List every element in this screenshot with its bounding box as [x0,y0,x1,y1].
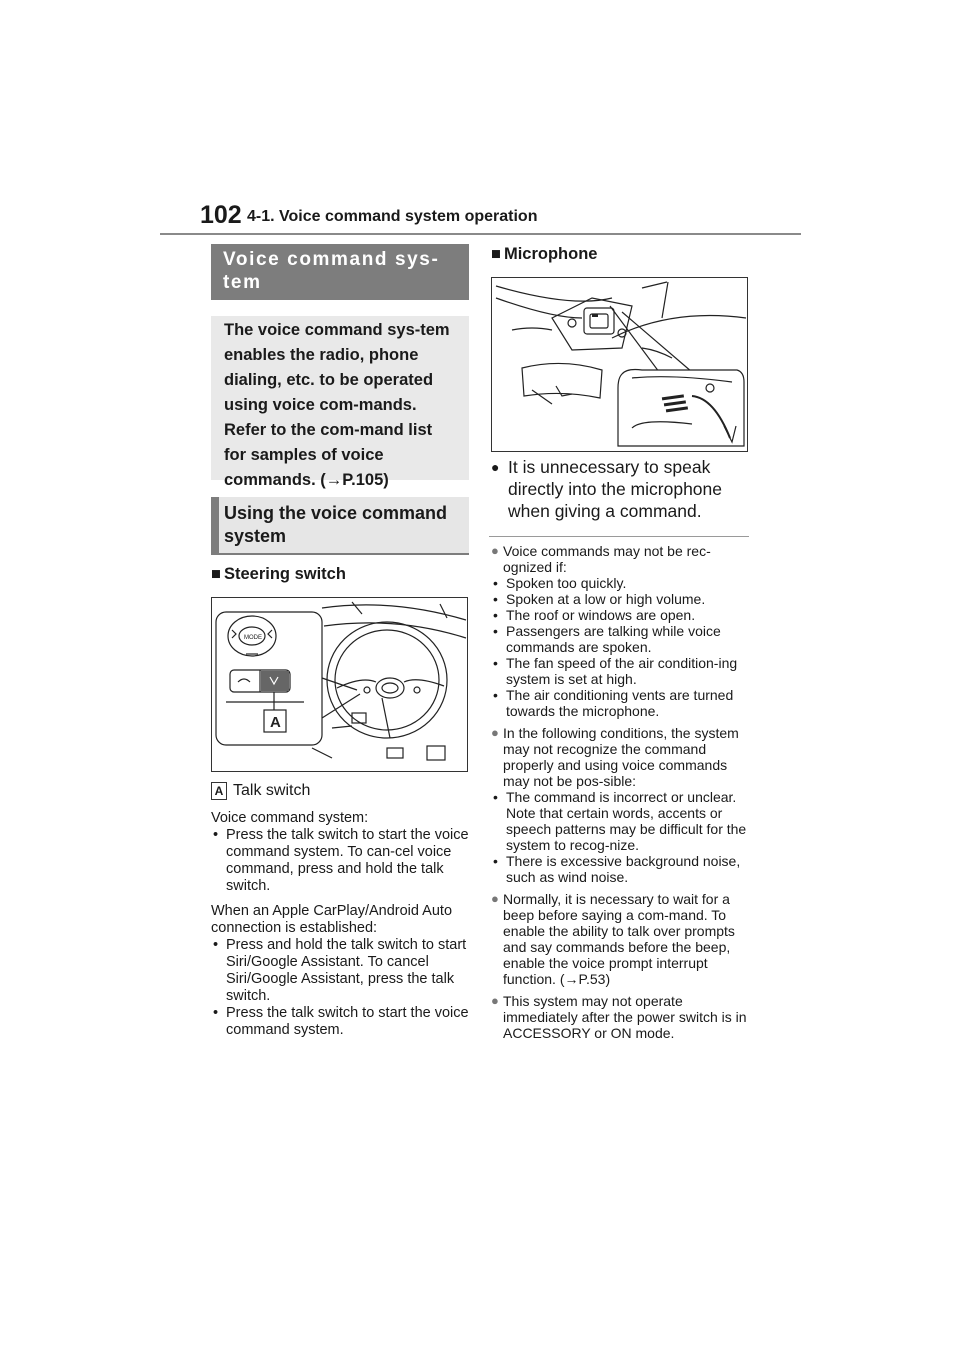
caption-callout: A [211,782,227,800]
microphone-heading [491,244,597,264]
steering-switch-heading [211,564,346,584]
carplay-item: • Press and hold the talk switch to start Siri/Google Assistant. To cancel Siri/Google Assistant, press the talk switch. [211,937,473,1005]
vc-item: • Press the talk switch to start the voice command system. To can-cel voice command, press and hold the talk switch. [211,827,473,895]
mic-bullet: ● It is unnecessary to speak directly into the microphone when giving a command. [491,456,758,522]
note-subitem: • The air conditioning vents are turned towards the microphone. [491,687,753,719]
note-subitem: • Spoken too quickly. [491,575,753,591]
square-bullet-icon: ■ [211,565,221,583]
note-subitem: • Spoken at a low or high volume. [491,591,753,607]
header-rule [160,233,801,235]
note-subitem: • There is excessive background noise, such as wind noise. [491,853,753,885]
voice-command-body [211,810,473,1039]
note-subitem: • The command is incorrect or unclear. Note that certain words, accents or speech patterns may be difficult for the system to recog-nize. [491,789,753,853]
note-item [491,725,753,885]
square-bullet-icon: ■ [491,245,501,263]
steering-switch-figure [211,597,468,772]
section-title: 4-1. Voice command system operation [247,208,538,225]
note-subitem: • The fan speed of the air condition-ing system is set at high. [491,655,753,687]
circle-bullet-icon: ● [491,891,499,906]
figure-caption [211,781,310,801]
carplay-intro: When an Apple CarPlay/Android Auto connection is established: [211,903,453,936]
note-item [491,891,753,987]
circle-bullet-icon: ● [491,543,499,558]
notes [491,543,753,1047]
note-text: Voice commands may not be rec-ognized if: [503,543,711,575]
vc-intro: Voice command system: [211,810,369,826]
microphone-illustration [492,278,747,451]
circle-bullet-icon: ● [491,993,499,1008]
using-voice-command-heading: Using the voice command system [211,497,469,555]
circle-bullet-icon: ● [491,725,499,740]
note-sublist [503,575,753,719]
steering-switch-label: Steering switch [223,565,346,583]
vc-list [211,827,473,895]
carplay-item: • Press the talk switch to start the voice command system. [211,1005,473,1039]
note-sublist [503,789,753,885]
note-subitem: • The roof or windows are open. [491,607,753,623]
intro-box: The voice command sys-tem enables the radio, phone dialing, etc. to be operated using voice com-mands. Refer to the com-mand list for samples of voice commands. (→P.105) [211,316,469,480]
microphone-figure [491,277,748,452]
note-item [491,993,753,1041]
mode-label: MODE [244,635,262,641]
caption-text: Talk switch [233,782,311,799]
callout-a-label: A [270,714,281,731]
note-subitem: • Passengers are talking while voice commands are spoken. [491,623,753,655]
note-text: Normally, it is necessary to wait for a beep before saying a com-mand. To enable the ability to talk over prompts and say commands before the beep, enable the voice prompt interrupt function. (→P.53) [503,891,735,987]
note-text: This system may not operate immediately after the power switch is in ACCESSORY or ON mode. [503,993,747,1041]
carplay-list [211,937,473,1039]
notes-rule [489,536,749,537]
steering-wheel-illustration [212,598,467,771]
note-item [491,543,753,719]
page-number: 102 [200,201,242,229]
voice-command-heading: Voice command sys-tem [211,244,469,300]
note-text: In the following conditions, the system may not recognize the command properly and using voice commands may not be pos-sible: [503,725,739,789]
microphone-label: Microphone [503,245,598,263]
talk-switch-highlight [261,671,289,691]
